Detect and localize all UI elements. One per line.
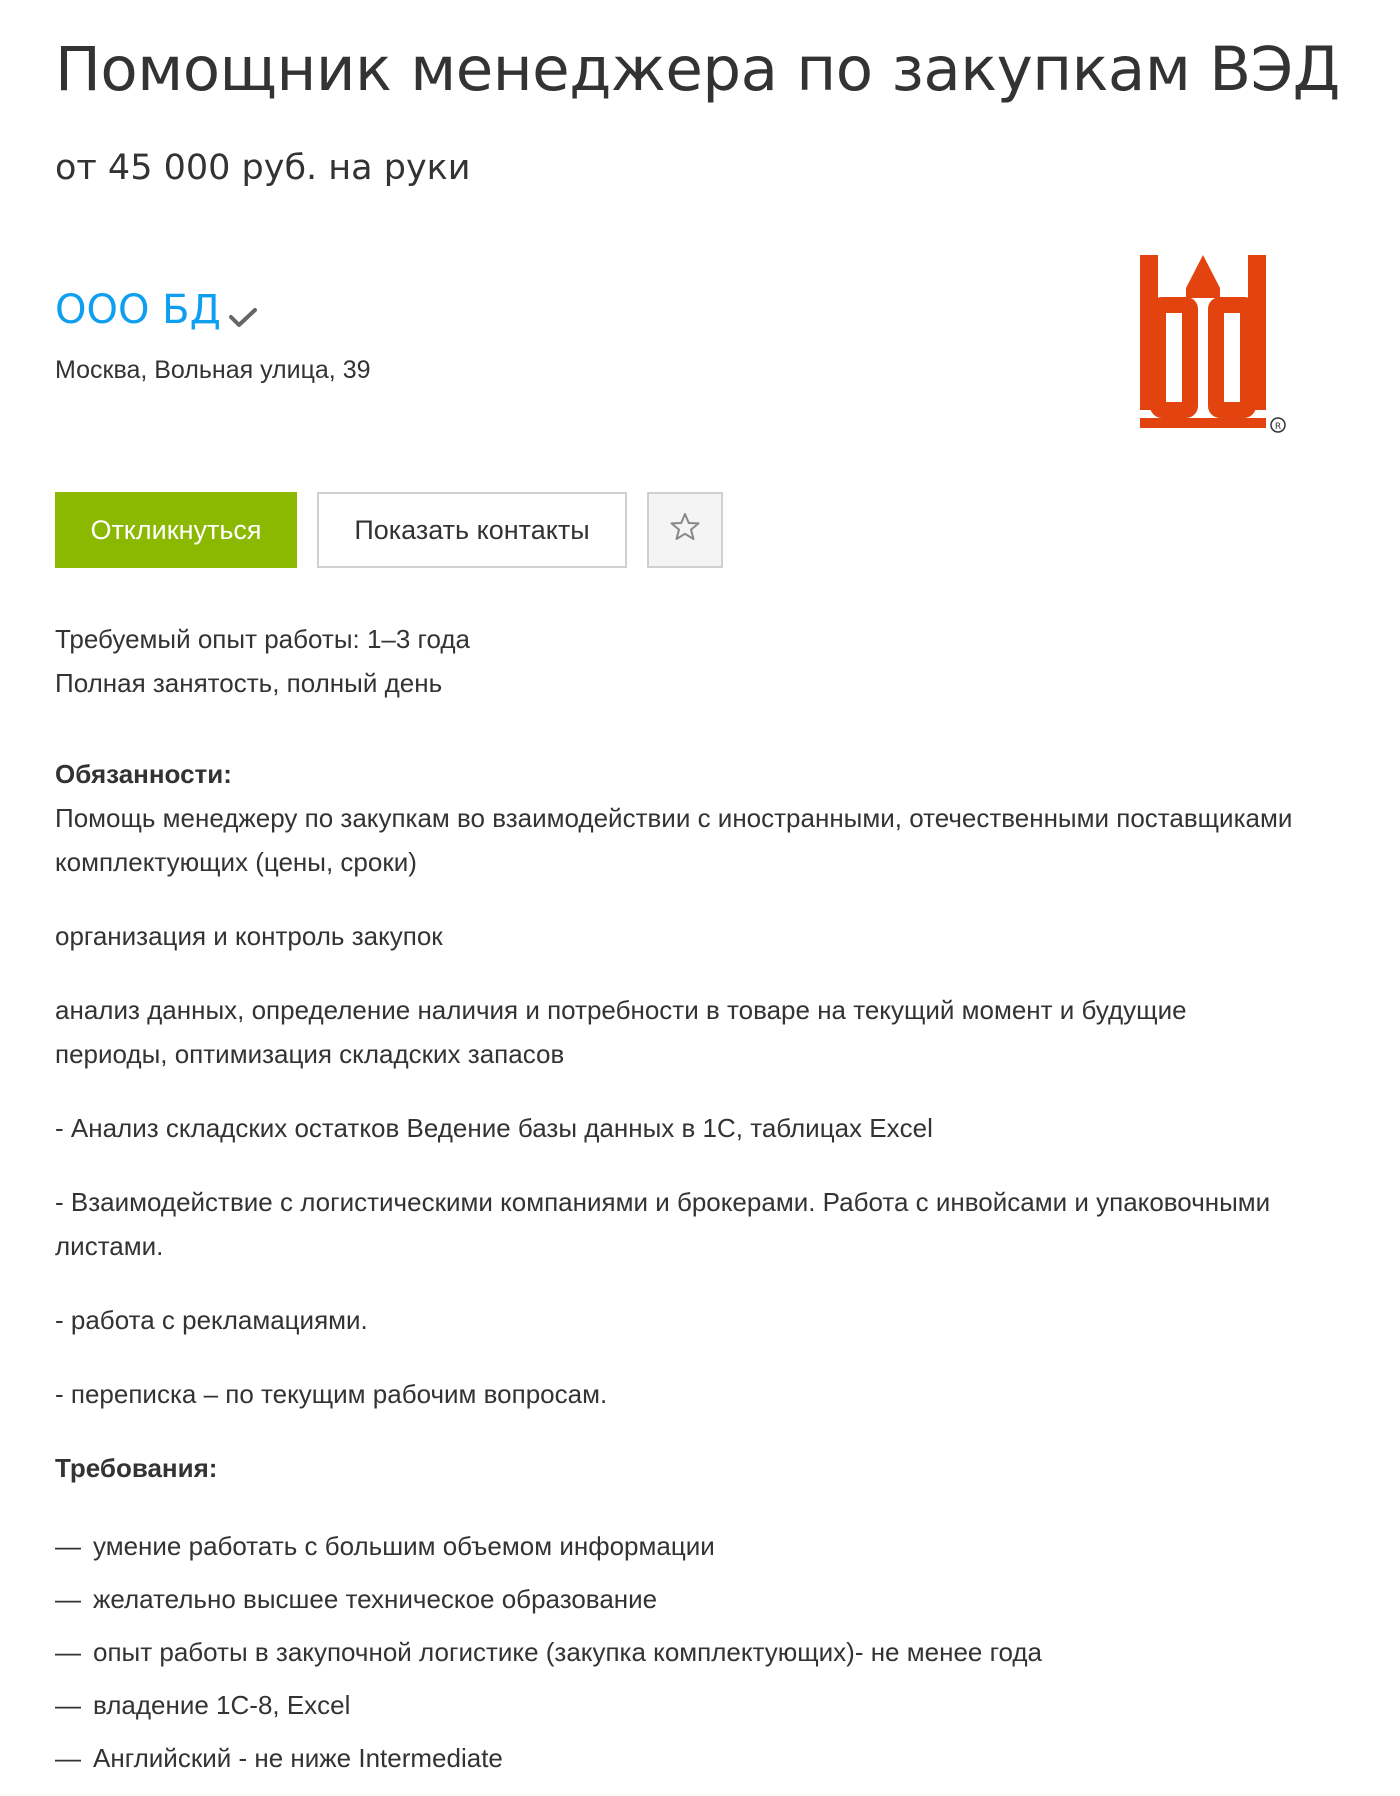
svg-text:R: R [1274,422,1282,432]
company-name-link[interactable]: ООО БД [55,287,221,333]
duty-paragraph: - Анализ складских остатков Ведение базы данных в 1С, таблицах Excel [55,1113,933,1143]
duty-paragraph: организация и контроль закупок [55,921,443,951]
requirement-text: желательно высшее техническое образование [93,1584,658,1614]
favorite-button[interactable] [647,492,723,568]
duty-paragraph: - переписка – по текущим рабочим вопросам. [55,1379,608,1409]
vacancy-title: Помощник менеджера по закупкам ВЭД [55,34,1340,105]
checkmark-icon [227,303,261,331]
list-item [55,1626,1305,1679]
star-icon [669,511,701,550]
requirement-text: опыт работы в закупочной логистике (закупка комплектующих)- не менее года [93,1637,1043,1667]
list-item [55,1520,1305,1573]
vacancy-description [55,752,1305,1785]
list-item [55,1679,1305,1732]
list-item [55,1573,1305,1626]
duty-paragraph: анализ данных, определение наличия и потребности в товаре на текущий момент и будущие периоды, оптимизация складских запасов [55,995,1187,1069]
salary: от 45 000 руб. на руки [55,148,471,188]
list-dash: — [55,1584,81,1614]
duty-paragraph: - Взаимодействие с логистическими компаниями и брокерами. Работа с инвойсами и упаковочными листами. [55,1187,1271,1261]
requirement-text: умение работать с большим объемом информации [93,1531,715,1561]
show-contacts-button[interactable]: Показать контакты [317,492,627,568]
duty-paragraph: Помощь менеджеру по закупкам во взаимодействии с иностранными, отечественными поставщиками комплектующих (цены, сроки) [55,803,1293,877]
requirements-list [55,1520,1305,1785]
requirement-text: владение 1С-8, Excel [93,1690,351,1720]
list-dash: — [55,1690,81,1720]
requirement-text: Английский - не ниже Intermediate [93,1743,503,1773]
respond-button[interactable]: Откликнуться [55,492,297,568]
duties-heading: Обязанности: [55,759,232,789]
experience-info: Требуемый опыт работы: 1–3 года [55,624,470,654]
vacancy-actions [55,492,723,568]
requirements-heading: Требования: [55,1453,218,1483]
employment-info: Полная занятость, полный день [55,668,443,698]
list-item [55,1732,1305,1785]
company-address: Москва, Вольная улица, 39 [55,356,371,384]
list-dash: — [55,1637,81,1667]
company-header [55,282,261,338]
duty-paragraph: - работа с рекламациями. [55,1305,368,1335]
bd-logo-icon[interactable] [1130,250,1350,450]
list-dash: — [55,1531,81,1561]
list-dash: — [55,1743,81,1773]
vacancy-meta [55,617,470,705]
